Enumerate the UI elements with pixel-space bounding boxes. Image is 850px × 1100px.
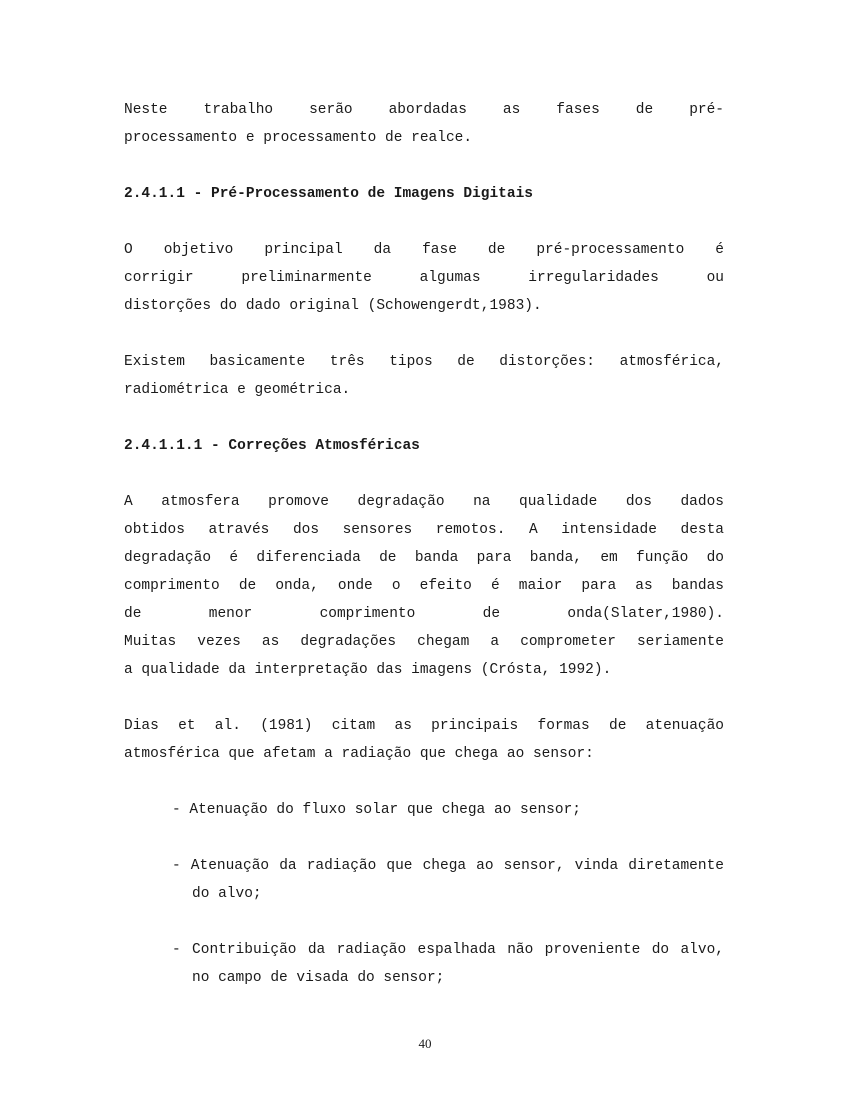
list-item: - Atenuação do fluxo solar que chega ao sensor; xyxy=(172,802,581,818)
section-heading-preprocessing: 2.4.1.1 - Pré-Processamento de Imagens Digitais xyxy=(124,186,533,202)
intro-line-1: Neste trabalho serão abordadas as fases de pré- xyxy=(124,102,724,118)
atmosphere-line-5: de menor comprimento de onda(Slater,1980). xyxy=(124,606,724,622)
atmosphere-line-3: degradação é diferenciada de banda para banda, em função do xyxy=(124,550,724,566)
list-item: - Atenuação da radiação que chega ao sensor, vinda diretamente do alvo; xyxy=(172,858,724,902)
page-number: 40 xyxy=(418,1036,432,1051)
atmosphere-line-7: a qualidade da interpretação das imagens (Crósta, 1992). xyxy=(124,662,612,678)
dias-line-1: Dias et al. (1981) citam as principais formas de atenuação xyxy=(124,718,724,734)
list-item: - Contribuição da radiação espalhada não proveniente do alvo, no campo de visada do sensor; xyxy=(172,942,724,986)
dias-line-2: atmosférica que afetam a radiação que chega ao sensor: xyxy=(124,746,594,762)
document-body xyxy=(124,96,724,992)
distortions-line-2: radiométrica e geométrica. xyxy=(124,382,351,398)
objective-line-3: distorções do dado original (Schowengerdt,1983). xyxy=(124,298,542,314)
atmosphere-line-6: Muitas vezes as degradações chegam a comprometer seriamente xyxy=(124,634,724,650)
objective-line-2: corrigir preliminarmente algumas irregularidades ou xyxy=(124,270,724,286)
intro-line-2: processamento e processamento de realce. xyxy=(124,130,473,146)
atmosphere-line-1: A atmosfera promove degradação na qualidade dos dados xyxy=(124,494,724,510)
atmosphere-line-2: obtidos através dos sensores remotos. A intensidade desta xyxy=(124,522,724,538)
atmosphere-line-4: comprimento de onda, onde o efeito é maior para as bandas xyxy=(124,578,724,594)
distortions-line-1: Existem basicamente três tipos de distorções: atmosférica, xyxy=(124,354,724,370)
section-heading-atmospheric: 2.4.1.1.1 - Correções Atmosféricas xyxy=(124,438,420,454)
objective-line-1: O objetivo principal da fase de pré-processamento é xyxy=(124,242,724,258)
